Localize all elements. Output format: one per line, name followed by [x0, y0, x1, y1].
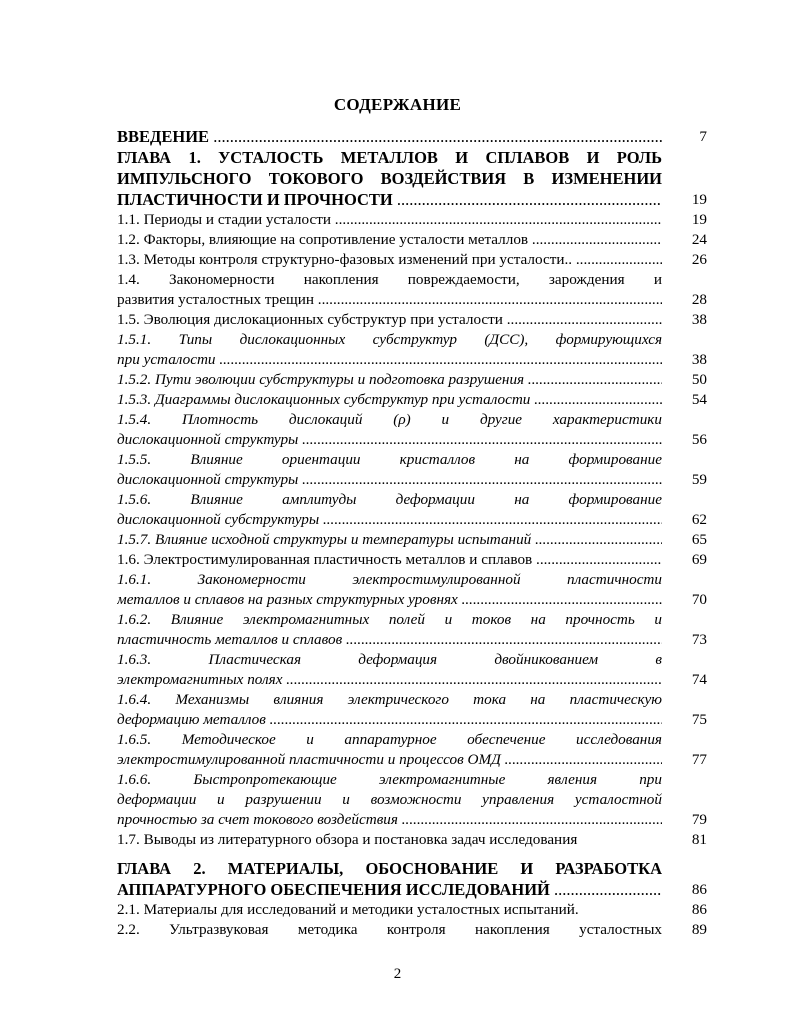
toc-entry-line: ПЛАСТИЧНОСТИ И ПРОЧНОСТИ .....: [117, 189, 662, 210]
toc-entry-page: 73: [691, 631, 707, 648]
toc-entry-line: 1.5. Эволюция дислокационных субструктур при усталости .....: [117, 310, 662, 330]
toc-entry-page: 77: [691, 751, 707, 768]
toc-entry-line: 1.6. Электростимулированная пластичность металлов и сплавов .....: [117, 550, 662, 570]
toc-entry: [117, 390, 707, 410]
toc-entry-title: [117, 730, 662, 770]
toc-entry: [117, 210, 707, 230]
toc-entry-line: 2.2. Ультразвуковая методика контроля накопления усталостных: [117, 921, 662, 938]
toc-entry-line: 1.5.5. Влияние ориентации кристаллов на формирование: [117, 451, 662, 468]
toc-entry-line: электромагнитных полях .....: [117, 670, 662, 690]
toc-entry-title: [117, 690, 662, 730]
toc-entry-title: [117, 310, 662, 330]
toc-entry-line: 1.6.5. Методическое и аппаратурное обеспечение исследования: [117, 731, 662, 748]
toc-entry: [117, 570, 707, 610]
toc-entry-line: 1.5.2. Пути эволюции субструктуры и подготовка разрушения .....: [117, 370, 662, 390]
toc-entry: [117, 550, 707, 570]
page-title: СОДЕРЖАНИЕ: [333, 95, 462, 114]
toc-entry-title: [117, 490, 662, 530]
toc-entry-line: ГЛАВА 2. МАТЕРИАЛЫ, ОБОСНОВАНИЕ И РАЗРАБОТКА: [117, 859, 662, 878]
toc-entry-page: 70: [691, 591, 707, 608]
toc-entry-title: [117, 830, 662, 850]
toc-entry-page: 74: [691, 671, 707, 688]
toc-entry-line: металлов и сплавов на разных структурных уровнях .....: [117, 590, 662, 610]
toc-entry: [117, 730, 707, 770]
toc-entry-title: [117, 530, 662, 550]
toc-entry-line: 1.6.3. Пластическая деформация двойникованием в: [117, 651, 662, 668]
toc-entry-title: [117, 550, 662, 570]
toc-entry: [117, 147, 707, 210]
toc-entry-title: [117, 390, 662, 410]
toc-entry-page: 86: [691, 881, 707, 898]
toc-entry-title: [117, 610, 662, 650]
toc-entry-title: [117, 210, 662, 230]
toc-entry: [117, 410, 707, 450]
toc-entry-line: 1.6.1. Закономерности электростимулированной пластичности: [117, 571, 662, 588]
toc-entry-page: 79: [691, 811, 707, 828]
toc-entry-title: [117, 250, 662, 270]
toc-entry-line: ИМПУЛЬСНОГО ТОКОВОГО ВОЗДЕЙСТВИЯ В ИЗМЕНЕНИИ: [117, 169, 662, 188]
toc-entry-line: деформации и разрушении и возможности управления усталостной: [117, 791, 662, 808]
toc-entry: [117, 230, 707, 250]
toc-entry-line: деформацию металлов .....: [117, 710, 662, 730]
toc-entry-page: 81: [691, 831, 707, 848]
toc-entry-line: 1.1. Периоды и стадии усталости .....: [117, 210, 662, 230]
toc-entry-page: 38: [691, 351, 707, 368]
toc-entry-line: 1.5.3. Диаграммы дислокационных субструктур при усталости .....: [117, 390, 662, 410]
toc-entry-page: 38: [691, 311, 707, 328]
toc-entry-page: 62: [691, 511, 707, 528]
toc-entry-page: 89: [691, 921, 707, 938]
toc-entry-line: дислокационной субструктуры .....: [117, 510, 662, 530]
toc-entry-line: 1.2. Факторы, влияющие на сопротивление усталости металлов .....: [117, 230, 662, 250]
toc-entry: [117, 530, 707, 550]
toc-entry: [117, 690, 707, 730]
toc-entry-title: [117, 330, 662, 370]
toc-entry-line: 2.1. Материалы для исследований и методики усталостных испытаний.: [117, 901, 579, 918]
toc-entry-page: 24: [691, 231, 707, 248]
toc-entry-title: [117, 570, 662, 610]
toc-entry: [117, 858, 707, 900]
toc-entry-line: 1.5.1. Типы дислокационных субструктур (ДСС), формирующихся: [117, 331, 662, 348]
toc-entry-line: 1.6.6. Быстропротекающие электромагнитные явления при: [117, 771, 662, 788]
toc-entry-page: 54: [691, 391, 707, 408]
page-number: 2: [393, 966, 402, 982]
toc-entry-page: 19: [691, 191, 707, 208]
toc-entry-line: 1.5.6. Влияние амплитуды деформации на формирование: [117, 491, 662, 508]
toc-entry-line: электростимулированной пластичности и процессов ОМД .....: [117, 750, 662, 770]
toc-entry-line: 1.6.2. Влияние электромагнитных полей и токов на прочность и: [117, 611, 662, 628]
toc-entry-title: [117, 858, 662, 900]
toc-entry: [117, 610, 707, 650]
toc-entry-title: [117, 770, 662, 830]
toc-entry-line: дислокационной структуры .....: [117, 430, 662, 450]
toc-entry-line: 1.3. Методы контроля структурно-фазовых изменений при усталости.. .....: [117, 250, 662, 270]
toc-entry-title: [117, 126, 662, 147]
toc-entry: [117, 126, 707, 147]
toc-entry-line: АППАРАТУРНОГО ОБЕСПЕЧЕНИЯ ИССЛЕДОВАНИЙ .....: [117, 879, 662, 900]
toc-entry: [117, 900, 707, 920]
toc-entry-page: 86: [691, 901, 707, 918]
toc-entry-line: 1.4. Закономерности накопления повреждаемости, зарождения и: [117, 271, 662, 288]
table-of-contents: [117, 126, 707, 940]
toc-entry-line: ВВЕДЕНИЕ .....: [117, 126, 662, 147]
toc-entry-line: 1.5.7. Влияние исходной структуры и температуры испытаний .....: [117, 530, 662, 550]
toc-entry-line: прочностью за счет токового воздействия .....: [117, 810, 662, 830]
toc-entry-title: [117, 270, 662, 310]
toc-entry-title: [117, 450, 662, 490]
toc-entry-line: пластичность металлов и сплавов .....: [117, 630, 662, 650]
toc-entry-line: при усталости .....: [117, 350, 662, 370]
toc-entry: [117, 370, 707, 390]
toc-entry: [117, 650, 707, 690]
toc-entry-page: 59: [691, 471, 707, 488]
toc-entry-line: 1.5.4. Плотность дислокаций (ρ) и другие характеристики: [117, 411, 662, 428]
toc-entry-line: 1.6.4. Механизмы влияния электрического тока на пластическую: [117, 691, 662, 708]
toc-entry-page: 7: [699, 128, 707, 145]
toc-entry-title: [117, 370, 662, 390]
toc-entry-title: [117, 650, 662, 690]
toc-entry-page: 19: [691, 211, 707, 228]
toc-entry-page: 50: [691, 371, 707, 388]
toc-entry-line: развития усталостных трещин .....: [117, 290, 662, 310]
toc-entry-line: дислокационной структуры .....: [117, 470, 662, 490]
toc-entry-title: [117, 230, 662, 250]
toc-entry: [117, 310, 707, 330]
toc-entry: [117, 920, 707, 940]
toc-entry-title: [117, 920, 662, 940]
toc-entry-page: 65: [691, 531, 707, 548]
toc-entry-page: 28: [691, 291, 707, 308]
toc-entry-page: 69: [691, 551, 707, 568]
toc-entry: [117, 490, 707, 530]
toc-entry-page: 75: [691, 711, 707, 728]
toc-entry: [117, 450, 707, 490]
toc-entry: [117, 830, 707, 850]
toc-entry-line: ГЛАВА 1. УСТАЛОСТЬ МЕТАЛЛОВ И СПЛАВОВ И РОЛЬ: [117, 148, 662, 167]
toc-entry-page: 26: [691, 251, 707, 268]
toc-entry: [117, 270, 707, 310]
toc-entry-title: [117, 900, 662, 920]
toc-entry: [117, 770, 707, 830]
toc-entry-line: 1.7. Выводы из литературного обзора и постановка задач исследования: [117, 831, 578, 848]
toc-entry-title: [117, 410, 662, 450]
toc-entry-title: [117, 147, 662, 210]
toc-entry: [117, 250, 707, 270]
toc-entry-page: 56: [691, 431, 707, 448]
toc-entry: [117, 330, 707, 370]
